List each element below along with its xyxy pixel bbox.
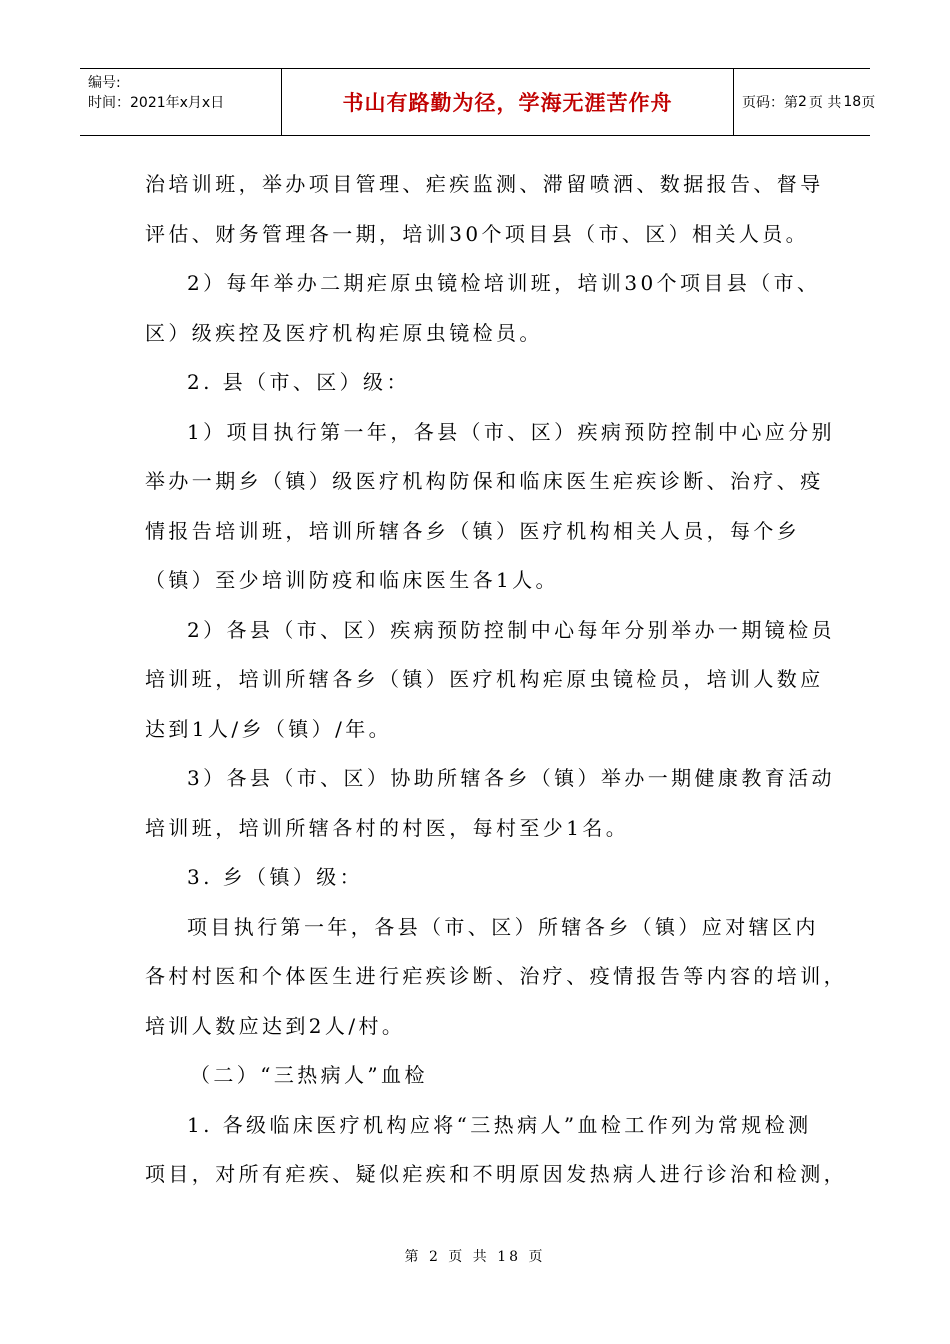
page-prefix: 页码：第	[742, 95, 798, 111]
body-line: 区）级疾控及医疗机构疟原虫镜检员。	[145, 320, 543, 345]
body-line: 2）每年举办二期疟原虫镜检培训班，培训30个项目县（市、	[187, 271, 821, 295]
body-line: 各村村医和个体医生进行疟疾诊断、治疗、疫情报告等内容的培训，	[145, 964, 847, 988]
document-number-label: 编号:	[88, 75, 121, 91]
page-mid: 页 共	[808, 95, 842, 111]
page-total: 18	[843, 94, 862, 110]
body-line: 1）项目执行第一年，各县（市、区）疾病预防控制中心应分别	[187, 419, 835, 444]
page-footer: 第 2 页 共 18 页	[404, 1249, 546, 1265]
body-line: 3）各县（市、区）协助所辖各乡（镇）举办一期健康教育活动	[187, 766, 835, 790]
body-line: 项目，对所有疟疾、疑似疟疾和不明原因发热病人进行诊治和检测，	[145, 1162, 847, 1186]
section-heading: 2. 县（市、区）级：	[187, 370, 410, 394]
body-line: 培训班，培训所辖各村的村医，每村至少1名。	[145, 815, 630, 840]
header-page-info	[734, 69, 876, 135]
body-line: 举办一期乡（镇）级医疗机构防保和临床医生疟疾诊断、治疗、疫	[145, 469, 824, 493]
body-line: 达到1人/乡（镇）/年。	[145, 716, 393, 741]
document-time-label: 时间：2021年x月x日	[88, 95, 225, 111]
document-body	[145, 160, 847, 1200]
body-line: 治培训班，举办项目管理、疟疾监测、滞留喷洒、数据报告、督导	[145, 172, 824, 196]
section-heading: （二）“三热病人”血检	[190, 1063, 428, 1087]
body-line: 培训人数应达到2人/村。	[145, 1013, 406, 1038]
body-line: 情报告培训班，培训所辖各乡（镇）医疗机构相关人员，每个乡	[145, 518, 801, 543]
body-line: 2）各县（市、区）疾病预防控制中心每年分别举办一期镜检员	[187, 617, 835, 642]
header-meta	[80, 69, 282, 135]
body-line: 培训班，培训所辖各乡（镇）医疗机构疟原虫镜检员，培训人数应	[145, 667, 824, 691]
page-header	[80, 68, 876, 136]
page-suffix: 页	[861, 95, 876, 111]
body-line: 项目执行第一年，各县（市、区）所辖各乡（镇）应对辖区内	[187, 914, 819, 939]
page-number: 2	[798, 94, 807, 110]
header-slogan: 书山有路勤为径，学海无涯苦作舟	[282, 69, 734, 135]
body-line: 评估、财务管理各一期，培训30个项目县（市、区）相关人员。	[145, 221, 810, 246]
section-heading: 3. 乡（镇）级：	[187, 865, 364, 889]
body-line: （镇）至少培训防疫和临床医生各1人。	[145, 568, 559, 592]
body-line: 1. 各级临床医疗机构应将“三热病人”血检工作列为常规检测	[187, 1112, 812, 1137]
